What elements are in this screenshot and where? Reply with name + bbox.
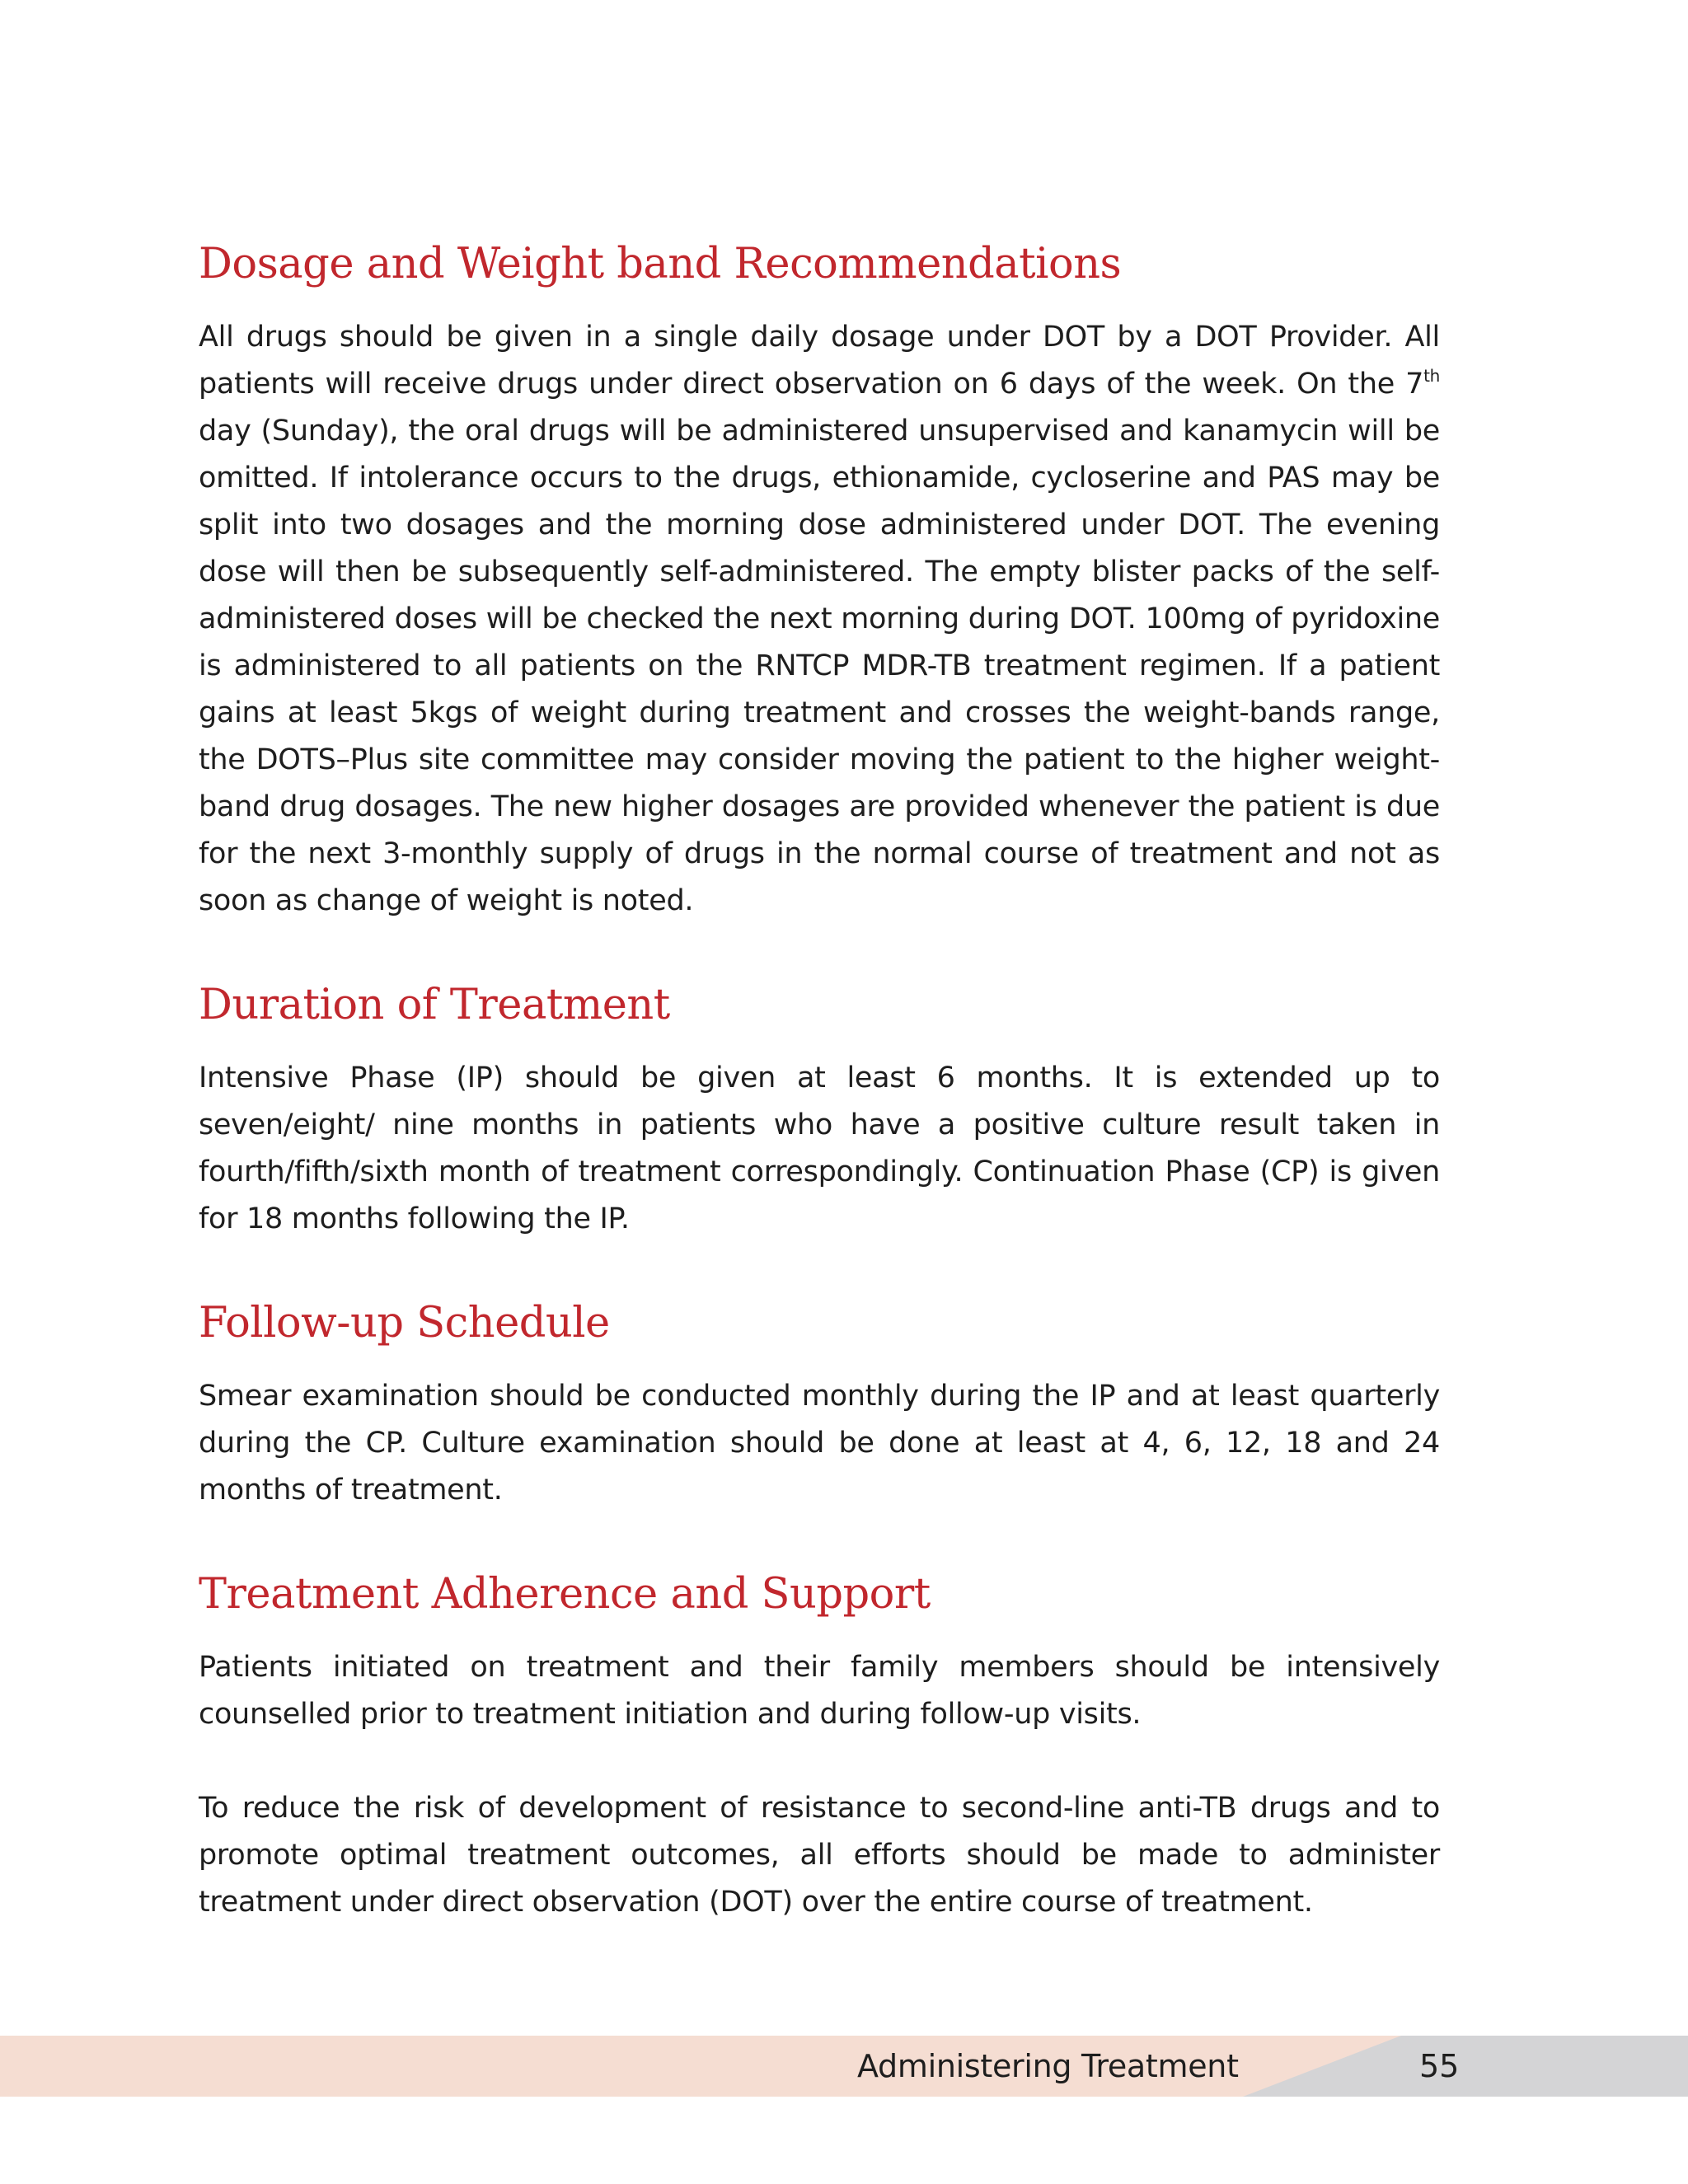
section-heading-adherence: Treatment Adherence and Support <box>199 1570 931 1619</box>
paragraph-text-part: All drugs should be given in a single daily dosage under DOT by a DOT Provider. All patients will receive drugs under direct observation on 6 days of the week. On the 7 <box>199 321 1440 401</box>
section-paragraph-follow-up: Smear examination should be conducted monthly during the IP and at least quarterly during the CP. Culture examination should be done at least at 4, 6, 12, 18 and 24 months of treatment. <box>199 1380 1440 1507</box>
section-paragraph-dosage <box>199 314 1440 925</box>
footer-band <box>0 2036 1688 2097</box>
section-heading-follow-up: Follow-up Schedule <box>199 1299 610 1347</box>
footer-chapter-title: Administering Treatment <box>857 2048 1239 2084</box>
footer-page-number: 55 <box>1419 2048 1460 2084</box>
section-heading-duration: Duration of Treatment <box>199 981 670 1029</box>
ordinal-superscript: th <box>1423 366 1440 386</box>
section-heading-dosage: Dosage and Weight band Recommendations <box>199 240 1122 288</box>
paragraph-text-part: day (Sunday), the oral drugs will be administered unsupervised and kanamycin will be omitted. If intolerance occurs to the drugs, ethionamide, cycloserine and PAS may be split into two dosages and the morning dose administered under DOT. The evening dose will then be subsequently self-administered. The empty blister packs of the self-administered doses will be checked the next morning during DOT. 100mg of pyridoxine is administered to all patients on the RNTCP MDR-TB treatment regimen. If a patient gains at least 5kgs of weight during treatment and crosses the weight-bands range, the DOTS–Plus site committee may consider moving the patient to the higher weight-band drug dosages. The new higher dosages are provided whenever the patient is due for the next 3-monthly supply of drugs in the normal course of treatment and not as soon as change of weight is noted. <box>199 415 1440 917</box>
section-paragraph-duration: Intensive Phase (IP) should be given at least 6 months. It is extended up to seven/eight/ nine months in patients who have a positive culture result taken in fourth/fifth/sixth month of treatment correspondingly. Continuation Phase (CP) is given for 18 months following the IP. <box>199 1062 1440 1235</box>
section-paragraph-adherence-dot: To reduce the risk of development of resistance to second-line anti-TB drugs and to promote optimal treatment outcomes, all efforts should be made to administer treatment under direct observation (DOT) over the entire course of treatment. <box>199 1792 1440 1919</box>
page-content <box>199 234 1440 1926</box>
section-paragraph-adherence-counselling: Patients initiated on treatment and their family members should be intensively counselled prior to treatment initiation and during follow-up visits. <box>199 1651 1440 1731</box>
